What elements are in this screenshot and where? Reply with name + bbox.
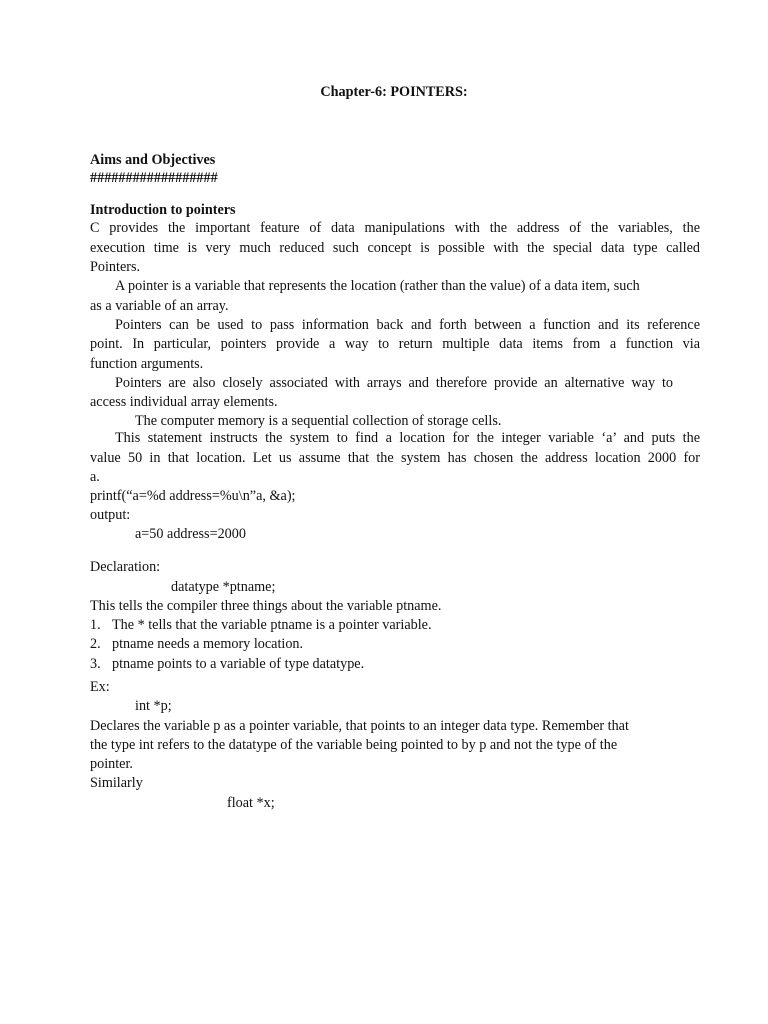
chapter-title: Chapter-6: POINTERS:	[320, 84, 468, 100]
pointer-def-line: A pointer is a variable that represents the location (rather than the value) of a data item, such	[115, 278, 640, 294]
list-item-text: ptname points to a variable of type datatype.	[112, 656, 365, 672]
pass-info-line: point. In particular, pointers provide a way to return multiple data items from a function via	[90, 336, 700, 352]
list-item-number: 2.	[90, 636, 101, 652]
aims-placeholder: ##################	[90, 170, 218, 186]
pointer-def-line: as a variable of an array.	[90, 298, 229, 314]
intro-line: Pointers.	[90, 259, 141, 275]
intro-line: execution time is very much reduced such concept is possible with the special data type called	[90, 240, 700, 256]
list-item	[90, 616, 432, 635]
declares-line: Declares the variable p as a pointer variable, that points to an integer data type. Remember that	[90, 718, 629, 734]
arrays-line: Pointers are also closely associated with arrays and therefore provide an alternative way to	[115, 375, 673, 391]
declaration-label: Declaration:	[90, 559, 161, 575]
arrays-line: access individual array elements.	[90, 394, 278, 410]
pass-info-line: function arguments.	[90, 356, 204, 372]
statement-line: This statement instructs the system to find a location for the integer variable ‘a’ and puts the	[115, 430, 700, 446]
list-item	[90, 655, 364, 674]
similarly-label: Similarly	[90, 775, 143, 791]
list-item-number: 1.	[90, 617, 101, 633]
list-item	[90, 635, 303, 654]
ex-label: Ex:	[90, 679, 110, 695]
intro-line: C provides the important feature of data manipulations with the address of the variables, the	[90, 220, 700, 236]
memory-line: The computer memory is a sequential collection of storage cells.	[135, 413, 502, 429]
declares-line: pointer.	[90, 756, 133, 772]
list-item-text: The * tells that the variable ptname is a pointer variable.	[112, 617, 432, 633]
compiler-line: This tells the compiler three things about the variable ptname.	[90, 598, 442, 614]
declares-line: the type int refers to the datatype of the variable being pointed to by p and not the type of the	[90, 737, 618, 753]
list-item-text: ptname needs a memory location.	[112, 636, 304, 652]
ex-code: int *p;	[135, 698, 172, 714]
output-value: a=50 address=2000	[135, 526, 246, 542]
declaration-syntax: datatype *ptname;	[171, 579, 276, 595]
pass-info-line: Pointers can be used to pass information back and forth between a function and its reference	[115, 317, 700, 333]
similarly-code: float *x;	[227, 795, 275, 811]
output-label: output:	[90, 507, 131, 523]
intro-heading: Introduction to pointers	[90, 202, 236, 218]
statement-line: a.	[90, 469, 100, 485]
list-item-number: 3.	[90, 656, 101, 672]
printf-code: printf(“a=%d address=%u\n”a, &a);	[90, 488, 296, 504]
statement-line: value 50 in that location. Let us assume that the system has chosen the address location 2000 for	[90, 450, 700, 466]
aims-heading: Aims and Objectives	[90, 152, 216, 168]
